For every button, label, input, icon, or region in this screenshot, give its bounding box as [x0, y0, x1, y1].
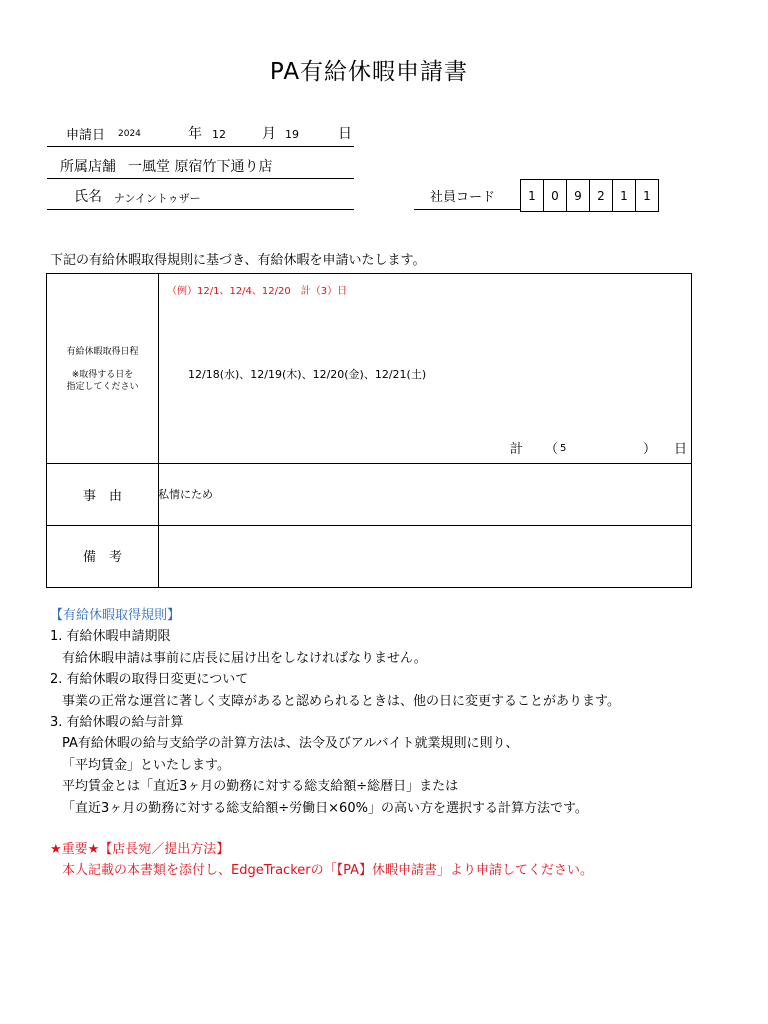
rule-2-body: 事業の正常な運営に著しく支障があると認められるときは、他の日に変更することがあります。	[62, 693, 620, 709]
rule-3-body: 「平均賃金」といたします。	[62, 757, 230, 773]
employee-code-label: 社員コード	[430, 190, 496, 205]
employee-code-digit[interactable]: 1	[521, 180, 544, 212]
employee-code-digit[interactable]: 1	[636, 180, 659, 212]
reason-value[interactable]: 私情にため	[158, 488, 213, 501]
store-underline	[47, 178, 354, 179]
intro-text: 下記の有給休暇取得規則に基づき、有給休暇を申請いたします。	[50, 253, 426, 268]
total-unit: 日	[674, 442, 688, 457]
schedule-note-line-2: 指定してください	[66, 382, 139, 392]
form-row-divider	[47, 463, 691, 464]
store-value[interactable]: 一風堂 原宿竹下通り店	[128, 159, 273, 175]
schedule-dates[interactable]: 12/18(水)、12/19(木)、12/20(金)、12/21(土)	[188, 368, 427, 381]
remarks-label: 備 考	[82, 550, 122, 565]
name-label: 氏名	[74, 189, 102, 205]
total-close-paren: ）	[643, 442, 657, 457]
year-unit: 年	[188, 126, 202, 142]
total-label: 計	[510, 442, 524, 457]
month-value[interactable]: 12	[212, 128, 226, 141]
name-underline	[47, 209, 354, 210]
form-row-divider	[47, 525, 691, 526]
rules-heading: 【有給休暇取得規則】	[50, 608, 181, 623]
reason-label: 事 由	[82, 489, 122, 504]
day-value[interactable]: 19	[285, 128, 299, 141]
rules-section	[50, 605, 620, 819]
request-form-table	[46, 273, 692, 588]
notice-heading: ★重要★【店長宛／提出方法】	[50, 842, 230, 857]
rule-3-title: 3. 有給休暇の給与計算	[50, 715, 184, 731]
rule-3-body: PA有給休暇の給与支給学の計算方法は、法令及びアルバイト就業規則に則り、	[62, 736, 519, 752]
schedule-example: （例）12/1、12/4、12/20 計（3）日	[167, 286, 348, 297]
day-unit: 日	[338, 126, 352, 142]
employee-code-digit[interactable]: 0	[544, 180, 567, 212]
year-value[interactable]: 2024	[118, 129, 141, 139]
store-label: 所属店舗	[60, 159, 116, 175]
employee-code-digit[interactable]: 9	[567, 180, 590, 212]
schedule-note-line-1: ※取得する日を	[71, 370, 134, 380]
notice-body: 本人記載の本書類を添付し、EdgeTrackerの「【PA】休暇申請書」より申請してください。	[62, 863, 594, 878]
date-underline	[47, 146, 354, 147]
month-unit: 月	[262, 126, 276, 142]
page-title: PA有給休暇申請書	[269, 59, 469, 85]
employee-code-digit[interactable]: 1	[613, 180, 636, 212]
rule-2-title: 2. 有給休暇の取得日変更について	[50, 672, 249, 688]
rule-3-body: 平均賃金とは「直近3ヶ月の勤務に対する総支給額÷総暦日」または	[62, 779, 459, 795]
employee-code-table	[520, 179, 659, 212]
form-column-divider	[158, 274, 159, 587]
schedule-label: 有給休暇取得日程	[66, 347, 139, 357]
rule-1-title: 1. 有給休暇申請期限	[50, 629, 171, 645]
name-value[interactable]: ナンイントゥザー	[114, 192, 201, 205]
rule-1-body: 有給休暇申請は事前に店長に届け出をしなければなりません。	[62, 650, 427, 666]
date-label: 申請日	[66, 128, 106, 143]
employee-code-digit[interactable]: 2	[590, 180, 613, 212]
employee-code-underline	[414, 209, 520, 210]
rule-3-body: 「直近3ヶ月の勤務に対する総支給額÷労働日×60%」の高い方を選択する計算方法です。	[62, 800, 588, 816]
total-days-value[interactable]: 5	[560, 443, 567, 454]
total-open-paren: （	[545, 442, 559, 457]
